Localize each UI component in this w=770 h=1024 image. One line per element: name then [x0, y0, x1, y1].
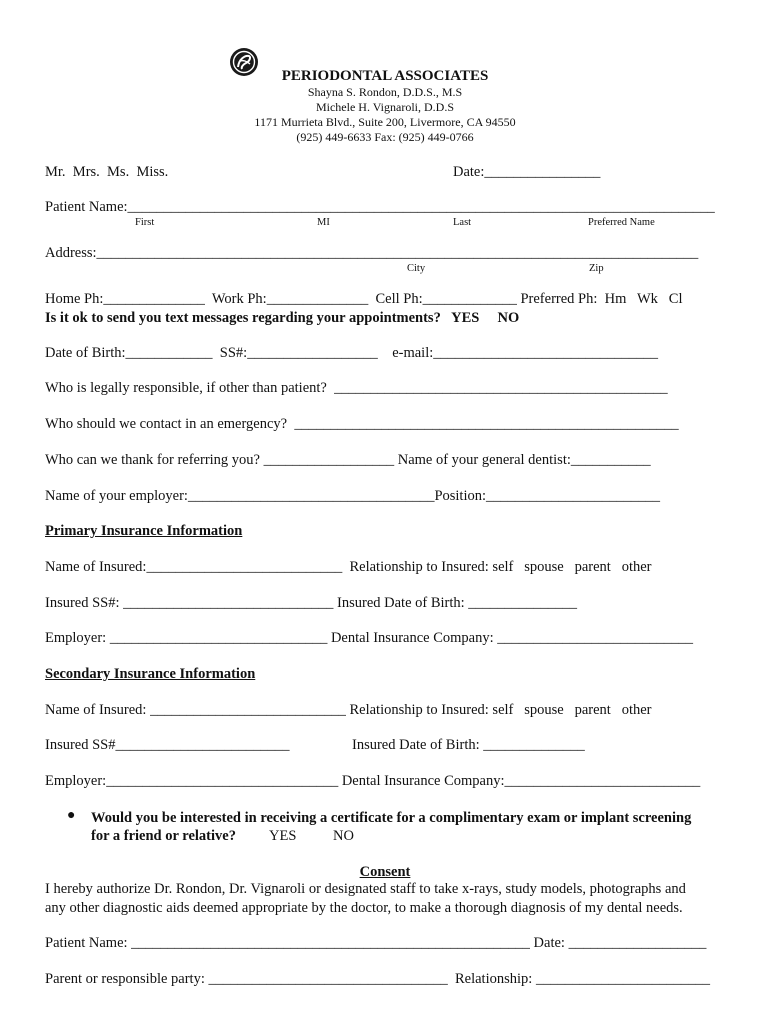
secondary-dob-field[interactable]: Insured Date of Birth: ______________ [352, 737, 585, 753]
first-name-caption: First [135, 217, 155, 228]
title-options[interactable]: Mr. Mrs. Ms. Miss. [45, 164, 169, 180]
responsible-party-field[interactable]: Who is legally responsible, if other than patient? ______________________________________________ [45, 380, 668, 396]
primary-insured-field[interactable]: Name of Insured:___________________________ Relationship to Insured: self spouse parent other [45, 559, 652, 575]
certificate-question-line2: for a friend or relative? [91, 828, 236, 844]
secondary-insurance-heading: Secondary Insurance Information [45, 666, 256, 682]
consent-text-line2: any other diagnostic aids deemed appropriate by the doctor, to make a thorough diagnosis of my dental needs. [45, 900, 683, 916]
employer-position-field[interactable]: Name of your employer:__________________________________Position:________________________ [45, 488, 661, 504]
address-field[interactable]: Address:___________________________________________________________________________________ [45, 245, 699, 261]
secondary-employer-field[interactable]: Employer:________________________________ Dental Insurance Company:___________________________ [45, 773, 701, 789]
certificate-no-option[interactable]: NO [333, 828, 354, 844]
preferred-name-caption: Preferred Name [588, 217, 655, 228]
text-consent-question[interactable]: Is it ok to send you text messages regarding your appointments? YES NO [45, 310, 520, 326]
consent-text-line1: I hereby authorize Dr. Rondon, Dr. Vignaroli or designated staff to take x-rays, study models, photographs and [45, 881, 686, 897]
consent-heading: Consent [359, 864, 411, 880]
date-field[interactable]: Date:________________ [453, 164, 601, 180]
primary-employer-field[interactable]: Employer: ______________________________ Dental Insurance Company: ___________________________ [45, 630, 694, 646]
last-name-caption: Last [453, 217, 472, 228]
parent-signature-field[interactable]: Parent or responsible party: _________________________________ Relationship: ________________________ [45, 971, 710, 987]
primary-ss-dob-field[interactable]: Insured SS#: _____________________________ Insured Date of Birth: _______________ [45, 595, 578, 611]
practice-address: 1171 Murrieta Blvd., Suite 200, Livermore, CA 94550 [254, 115, 516, 129]
secondary-ss-field[interactable]: Insured SS#________________________ [45, 737, 290, 753]
certificate-question-line1: Would you be interested in receiving a certificate for a complimentary exam or implant screening [91, 810, 692, 826]
phone-fields[interactable]: Home Ph:______________ Work Ph:______________ Cell Ph:_____________ Preferred Ph: Hm Wk Cl [45, 291, 683, 307]
referral-dentist-field[interactable]: Who can we thank for referring you? __________________ Name of your general dentist:___________ [45, 452, 651, 468]
zip-caption: Zip [589, 263, 604, 274]
practice-phone: (925) 449-6633 Fax: (925) 449-0766 [296, 130, 474, 144]
dob-ss-email-fields[interactable]: Date of Birth:____________ SS#:__________________ e-mail:_______________________________ [45, 345, 659, 361]
city-caption: City [407, 263, 426, 274]
patient-signature-field[interactable]: Patient Name: _______________________________________________________ Date: ___________________ [45, 935, 707, 951]
primary-insurance-heading: Primary Insurance Information [45, 523, 243, 539]
practice-name: PERIODONTAL ASSOCIATES [281, 68, 489, 84]
secondary-insured-field[interactable]: Name of Insured: ___________________________ Relationship to Insured: self spouse parent other [45, 702, 652, 718]
doctor-name-2: Michele H. Vignaroli, D.D.S [315, 100, 455, 114]
certificate-yes-option[interactable]: YES [269, 828, 297, 844]
emergency-contact-field[interactable]: Who should we contact in an emergency? _____________________________________________________ [45, 416, 679, 432]
doctor-name-1: Shayna S. Rondon, D.D.S., M.S [307, 85, 463, 99]
patient-name-field[interactable]: Patient Name:_________________________________________________________________________________ [45, 199, 715, 215]
bullet-icon: ● [67, 808, 76, 823]
mi-caption: MI [317, 217, 330, 228]
